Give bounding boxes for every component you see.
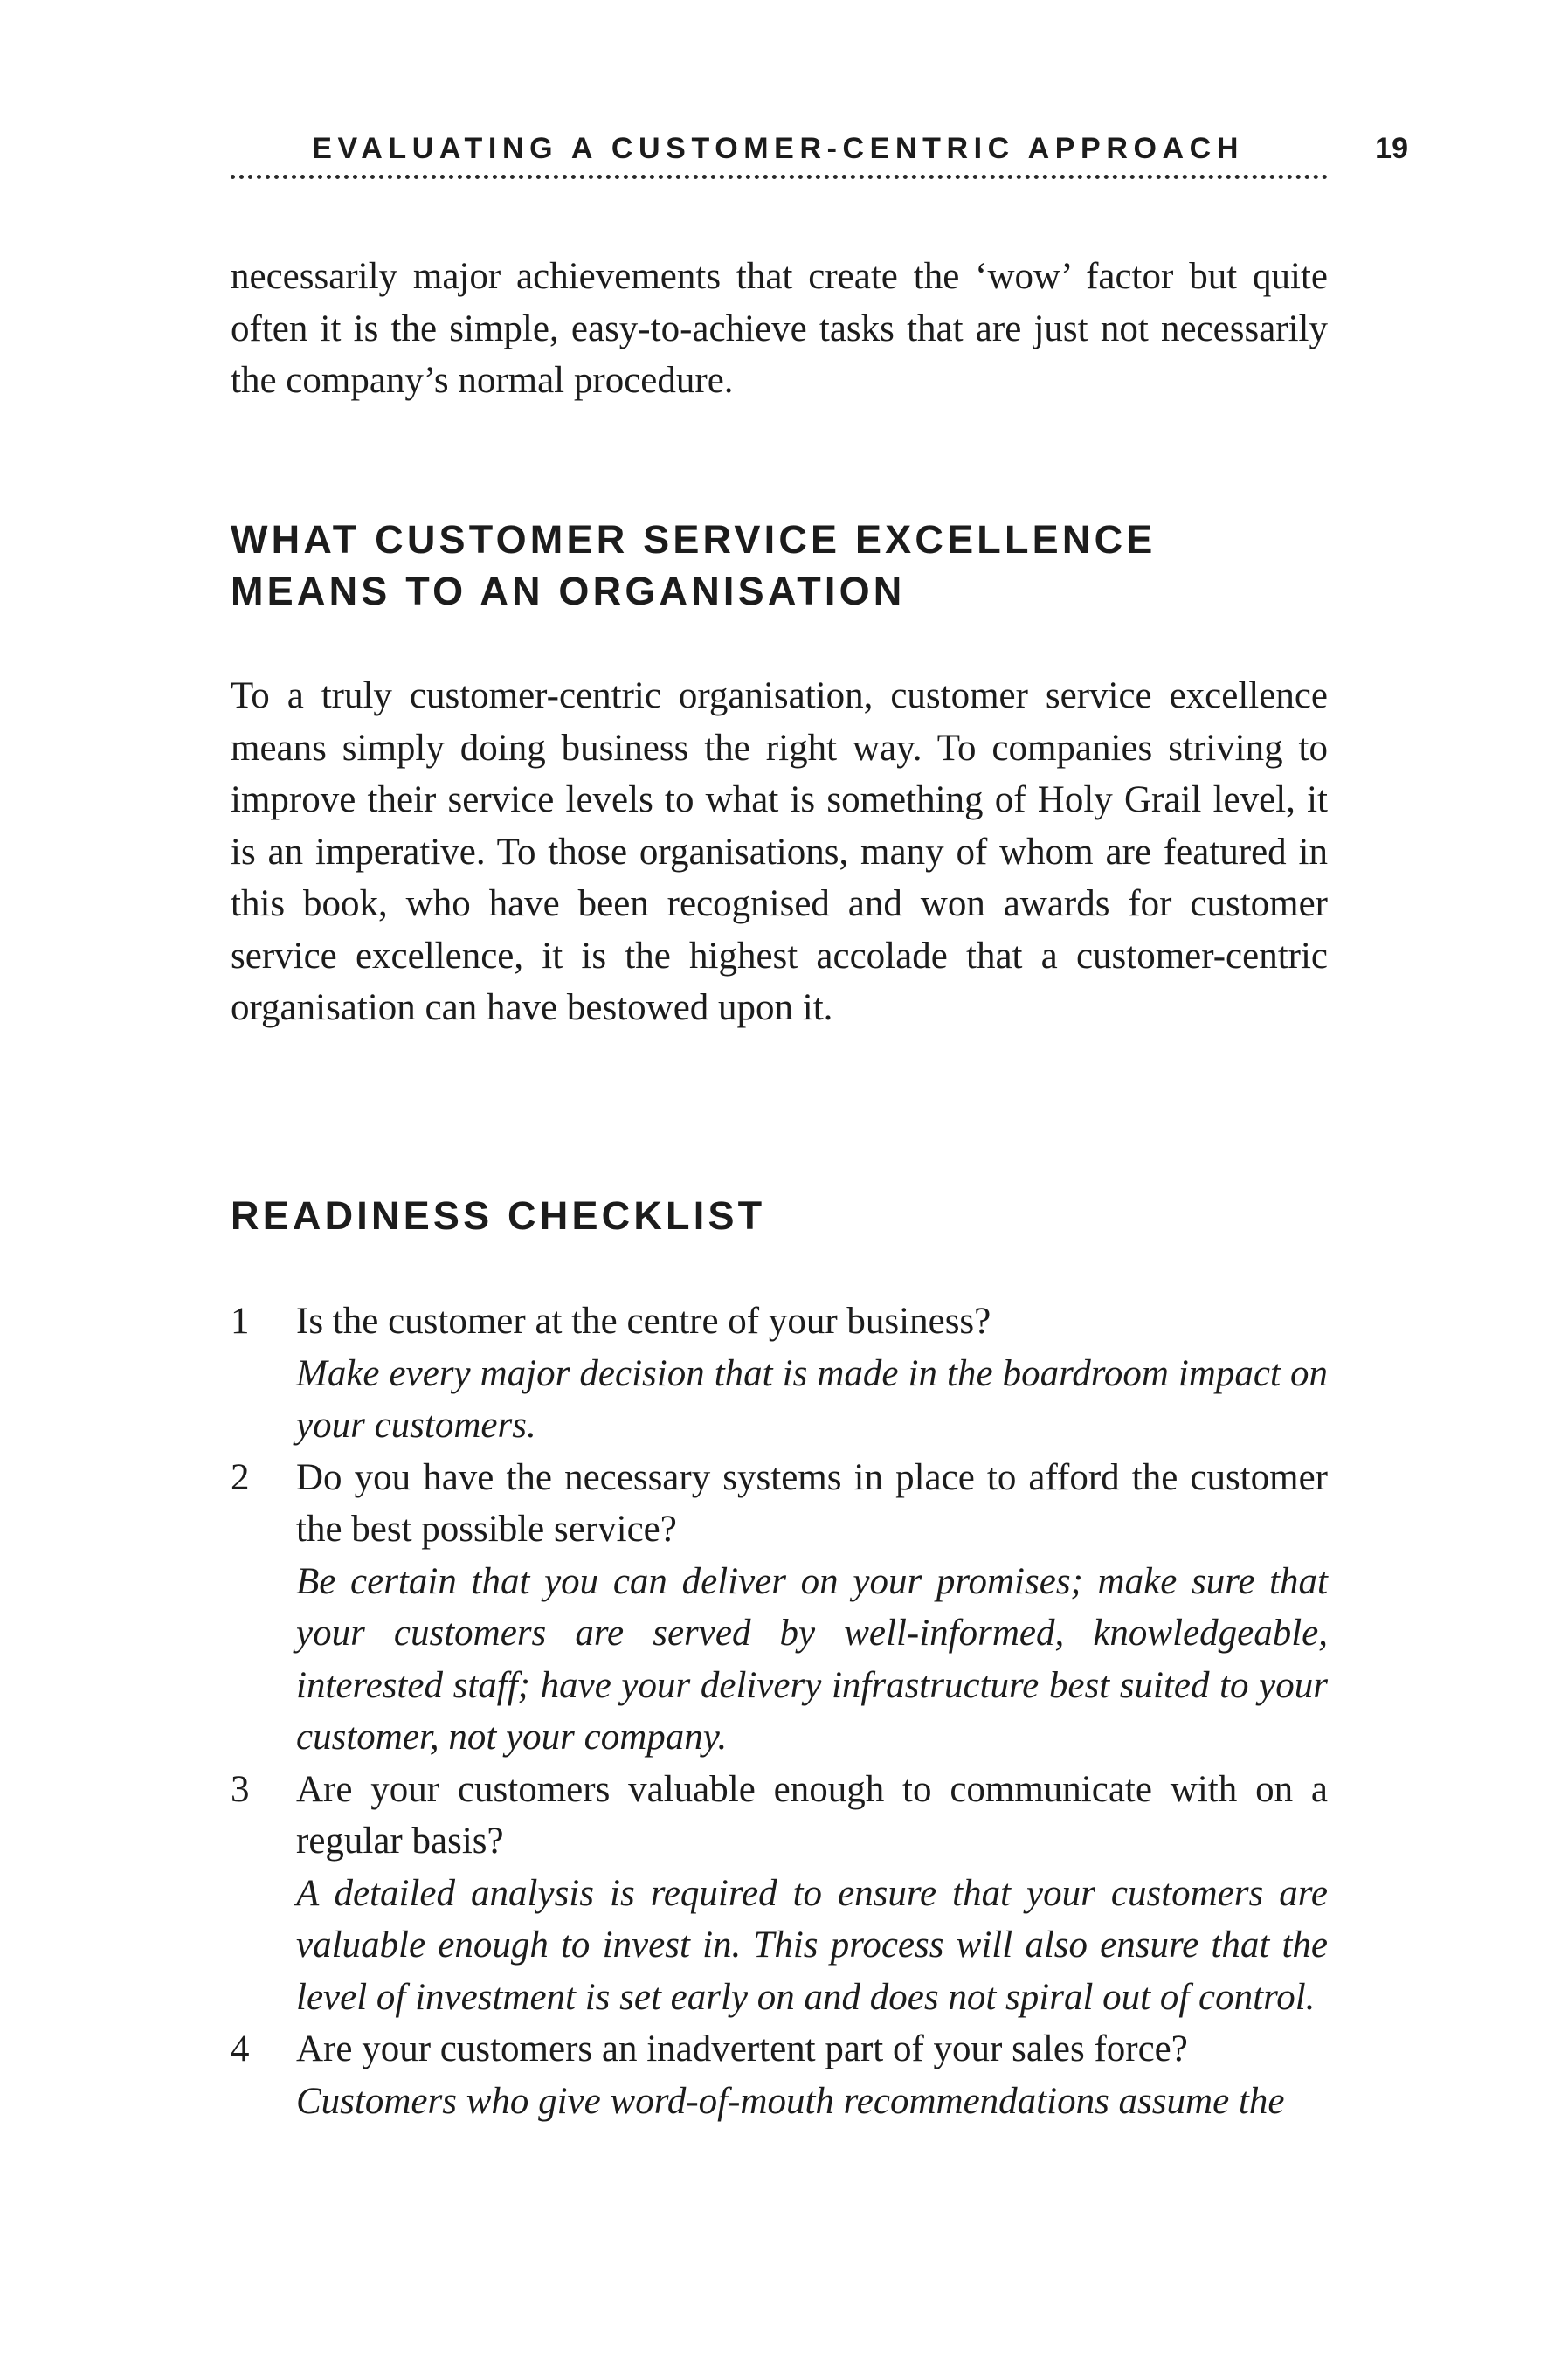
checklist-number: 3 xyxy=(231,1768,250,1810)
checklist-item-4 xyxy=(231,2023,1328,2127)
intro-paragraph: necessarily major achievements that create the ‘wow’ factor but quite often it is the simple, easy-to-achieve tasks that are just not necessarily the company’s normal procedure. xyxy=(231,256,1328,401)
checklist-question: Is the customer at the centre of your business? xyxy=(296,1301,991,1342)
running-head xyxy=(231,129,1408,182)
checklist-answer: A detailed analysis is required to ensure that your customers are valuable enough to invest in. This process will also ensure that the level of investment is set early on and does not spiral out of control. xyxy=(296,1872,1328,2018)
checklist-question: Are your customers an inadvertent part of your sales force? xyxy=(296,2028,1188,2069)
checklist-question: Are your customers valuable enough to communicate with on a regular basis? xyxy=(296,1768,1328,1862)
checklist-number: 1 xyxy=(231,1301,250,1342)
checklist-item-3 xyxy=(231,1764,1328,2024)
book-page xyxy=(231,0,1408,2363)
section-heading-readiness-checklist: READINESS CHECKLIST xyxy=(231,1193,766,1238)
page-number: 19 xyxy=(1375,132,1408,165)
checklist-answer: Make every major decision that is made in the boardroom impact on your customers. xyxy=(296,1352,1328,1446)
checklist-question: Do you have the necessary systems in place to afford the customer the best possible service? xyxy=(296,1456,1328,1550)
section-heading-line-1: WHAT CUSTOMER SERVICE EXCELLENCE xyxy=(231,517,1157,562)
checklist-number: 4 xyxy=(231,2028,250,2069)
checklist-item-1 xyxy=(231,1296,1328,1452)
section-heading-customer-service-excellence xyxy=(231,514,1328,617)
checklist-number: 2 xyxy=(231,1456,250,1498)
dotted-rule-divider xyxy=(231,175,1328,179)
readiness-checklist xyxy=(231,1296,1328,2127)
checklist-item-2 xyxy=(231,1452,1328,1764)
section-heading-line-2: MEANS TO AN ORGANISATION xyxy=(231,569,906,613)
section-paragraph: To a truly customer-centric organisation, customer service excellence means simply doing business the right way. To companies striving to improve their service levels to what is something of Holy Grail level, it is an imperative. To those organisations, many of whom are featured in this book, who have been recognised and won awards for customer service excellence, it is the highest accolade that a customer-centric organisation can have bestowed upon it. xyxy=(231,675,1328,1028)
checklist-answer: Customers who give word-of-mouth recommendations assume the xyxy=(296,2080,1285,2122)
checklist-answer: Be certain that you can deliver on your promises; make sure that your customers are served by well-informed, knowledgeable, interested staff; have your delivery infrastructure best suited to your customer, not your company. xyxy=(296,1560,1328,1758)
running-head-title: EVALUATING A CUSTOMER-CENTRIC APPROACH xyxy=(312,132,1244,165)
